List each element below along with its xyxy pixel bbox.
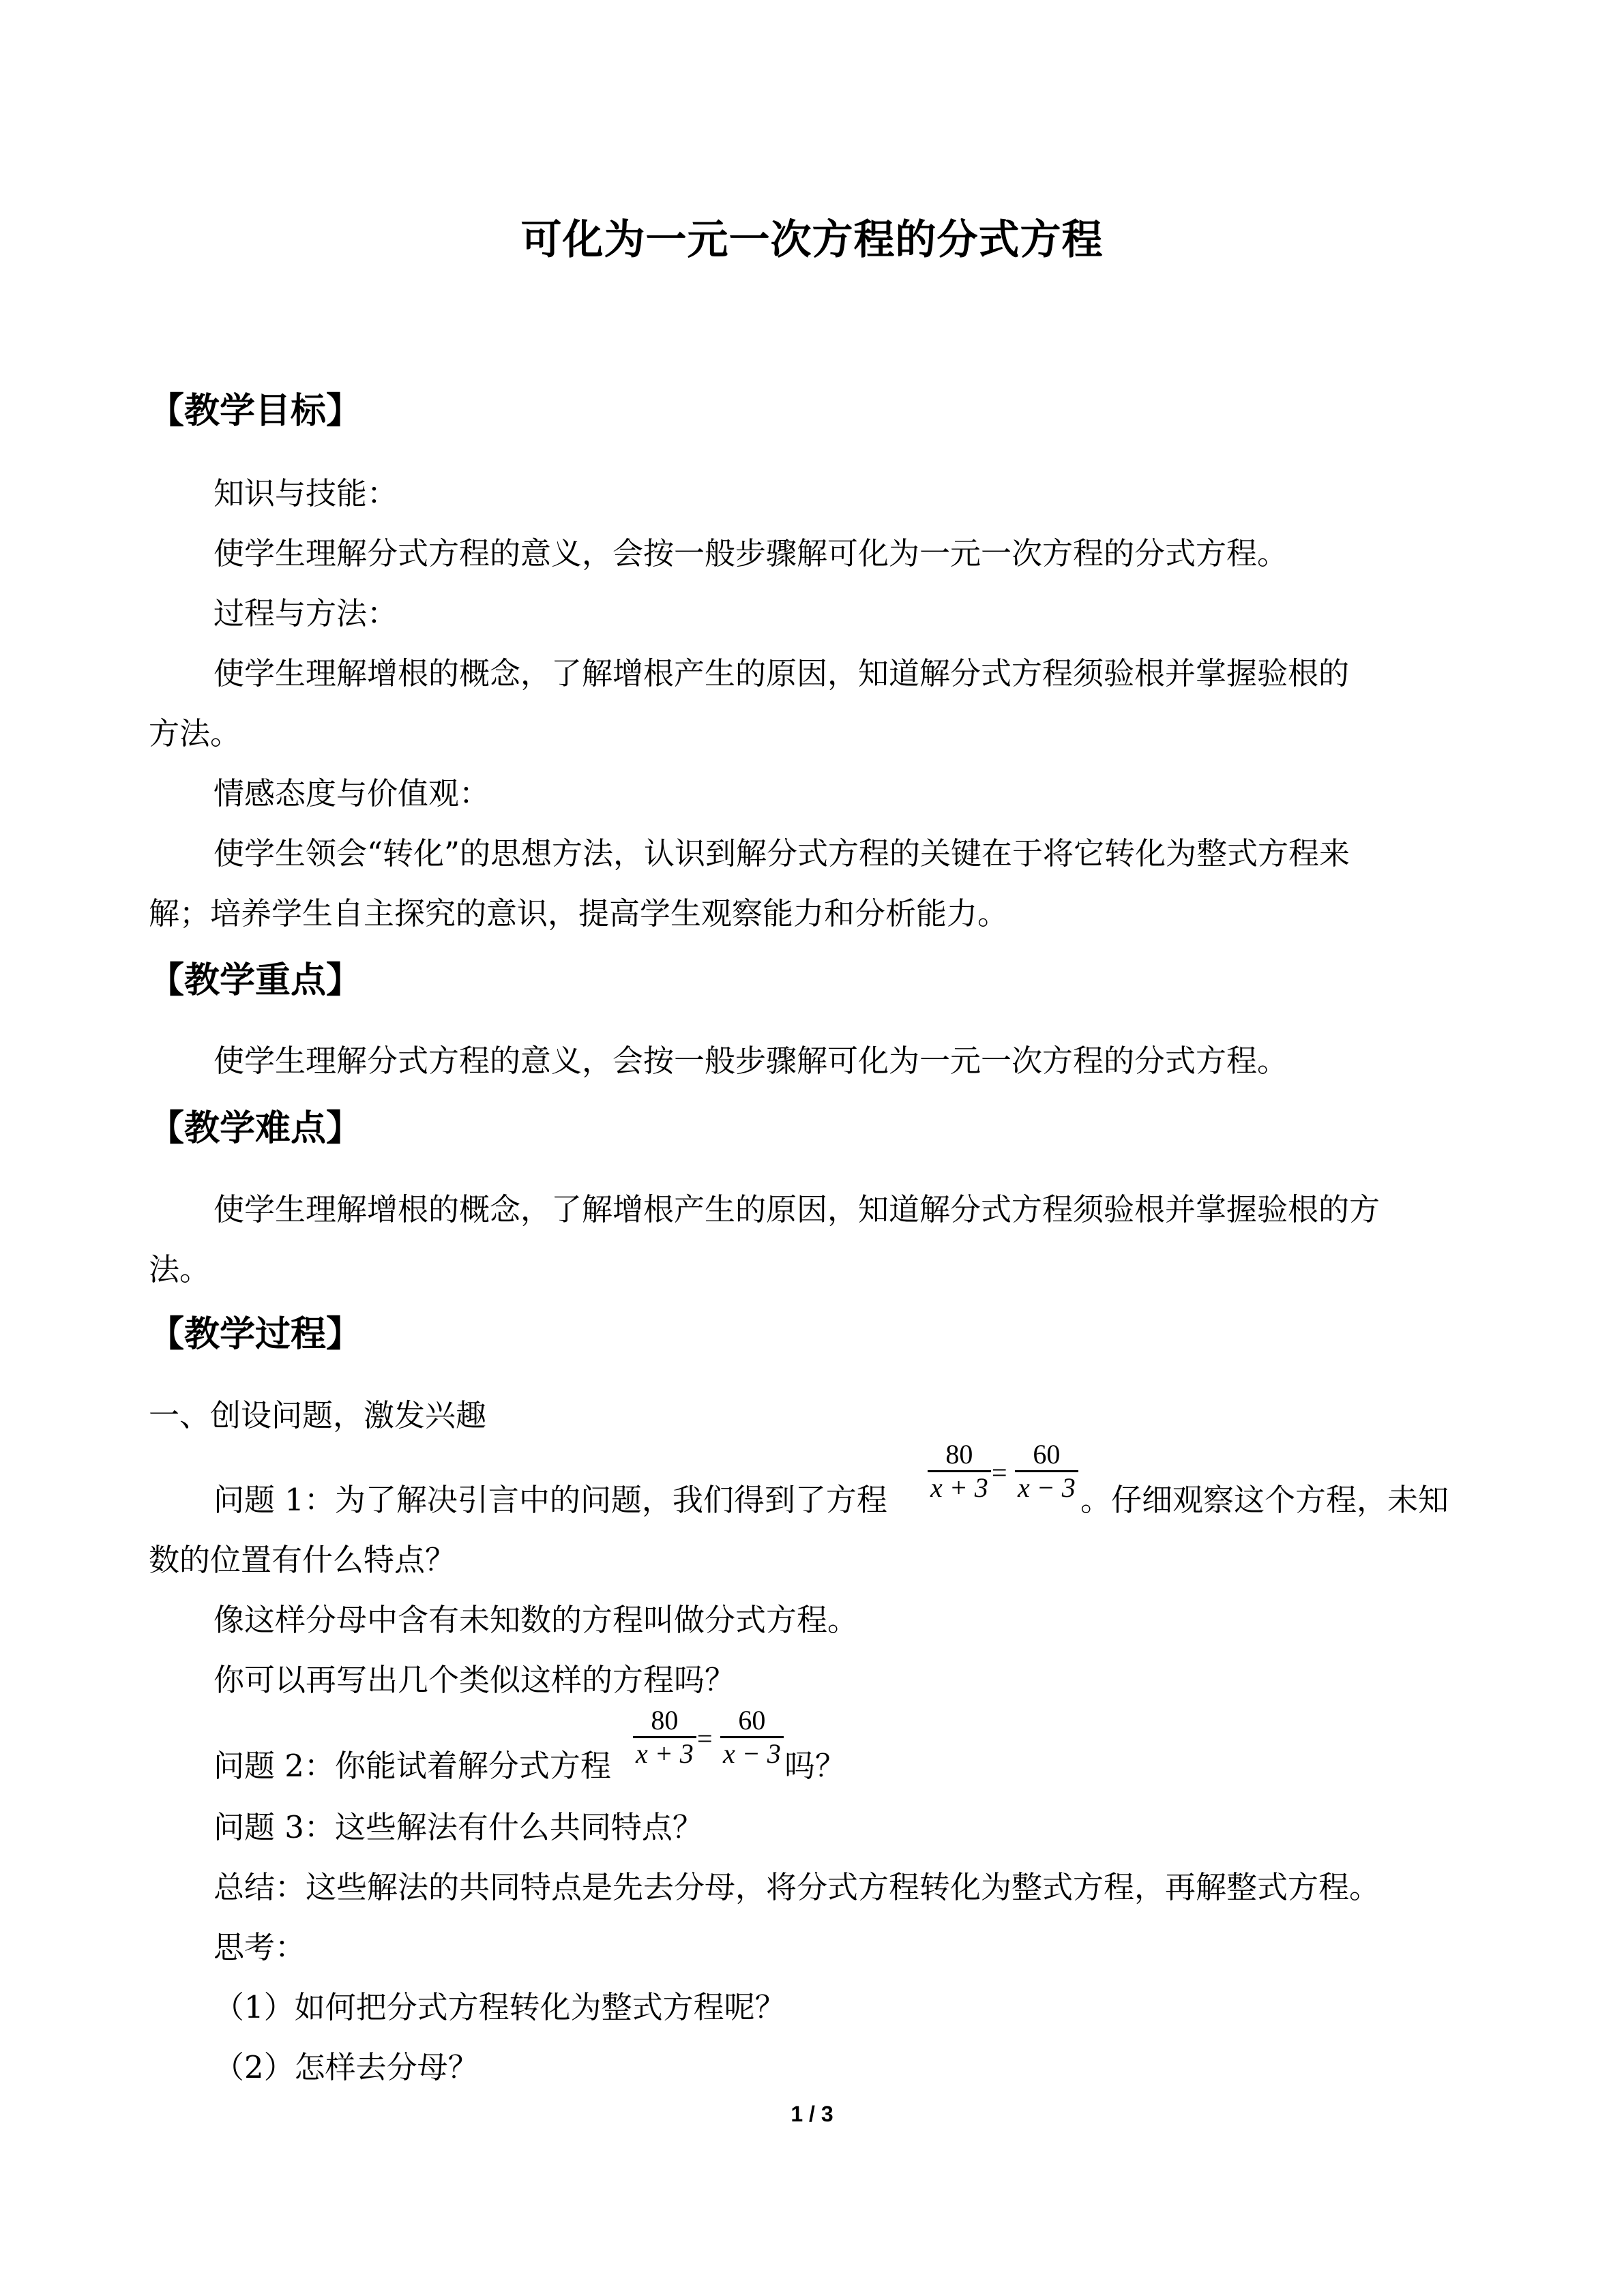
think-item-2: （2）怎样去分母？ [213, 2049, 479, 2085]
difficulties-text-2: 法。 [149, 1251, 211, 1287]
goals-process-text-1: 使学生理解增根的概念，了解增根产生的原因，知道解分式方程须验根并掌握验根的 [213, 655, 1350, 691]
question-3-text: 问题 3：这些解法有什么共同特点？ [213, 1809, 703, 1845]
q2-right-denominator: x − 3 [723, 1738, 781, 1769]
question-1-text: 问题 1：为了解决引言中的问题，我们得到了方程 [213, 1482, 887, 1518]
question-1-line-2: 数的位置有什么特点？ [149, 1542, 456, 1578]
section-heading-key-points: 【教学重点】 [149, 960, 362, 1001]
document-title: 可化为一元一次方程的分式方程 [520, 216, 1104, 264]
section-heading-process: 【教学过程】 [149, 1314, 362, 1355]
process-part1-title: 一、创设问题，激发兴趣 [149, 1397, 487, 1433]
section-heading-difficulties: 【教学难点】 [149, 1108, 362, 1149]
goals-process-label: 过程与方法： [213, 595, 398, 631]
goals-emotion-label: 情感态度与价值观： [213, 775, 490, 811]
q1-right-denominator: x − 3 [1018, 1472, 1076, 1503]
q1-equals-sign: = [992, 1457, 1007, 1488]
question-1-text-after: 。仔细观察这个方程，未知 [1080, 1482, 1449, 1518]
q1-left-denominator: x + 3 [930, 1472, 988, 1503]
question-2-text-after: 吗？ [784, 1748, 846, 1784]
goals-emotion-text-2: 解；培养学生自主探究的意识，提高学生观察能力和分析能力。 [149, 895, 1009, 931]
q2-equals-sign: = [697, 1723, 713, 1754]
page-number: 1 / 3 [791, 2102, 833, 2126]
think-label: 思考： [213, 1929, 306, 1965]
goals-knowledge-label: 知识与技能： [213, 475, 398, 511]
summary-text: 总结：这些解法的共同特点是先去分母，将分式方程转化为整式方程，再解整式方程。 [213, 1869, 1381, 1905]
difficulties-text-1: 使学生理解增根的概念，了解增根产生的原因，知道解分式方程须验根并掌握验根的方 [213, 1191, 1381, 1227]
key-points-text: 使学生理解分式方程的意义，会按一般步骤解可化为一元一次方程的分式方程。 [213, 1043, 1288, 1079]
section-heading-goals: 【教学目标】 [149, 391, 362, 432]
fractional-equation-definition: 像这样分母中含有未知数的方程叫做分式方程。 [213, 1602, 859, 1638]
goals-emotion-text-1: 使学生领会“转化”的思想方法，认识到解分式方程的关键在于将它转化为整式方程来 [213, 835, 1350, 871]
goals-process-text-2: 方法。 [149, 715, 241, 751]
q1-right-numerator: 60 [1033, 1439, 1061, 1470]
q1-fraction-left [928, 1439, 991, 1504]
goals-knowledge-text: 使学生理解分式方程的意义，会按一般步骤解可化为一元一次方程的分式方程。 [213, 535, 1288, 571]
q2-left-numerator: 80 [651, 1705, 679, 1735]
q2-left-denominator: x + 3 [636, 1738, 694, 1769]
question-2-text: 问题 2：你能试着解分式方程 [213, 1748, 611, 1784]
q1-fraction-right [1015, 1439, 1078, 1504]
q2-fraction-right [720, 1705, 784, 1770]
q2-right-numerator: 60 [738, 1705, 766, 1735]
q1-left-numerator: 80 [945, 1439, 973, 1470]
ask-write-more: 你可以再写出几个类似这样的方程吗？ [213, 1662, 736, 1698]
q2-fraction-left [633, 1705, 696, 1770]
think-item-1: （1）如何把分式方程转化为整式方程呢？ [213, 1989, 786, 2025]
